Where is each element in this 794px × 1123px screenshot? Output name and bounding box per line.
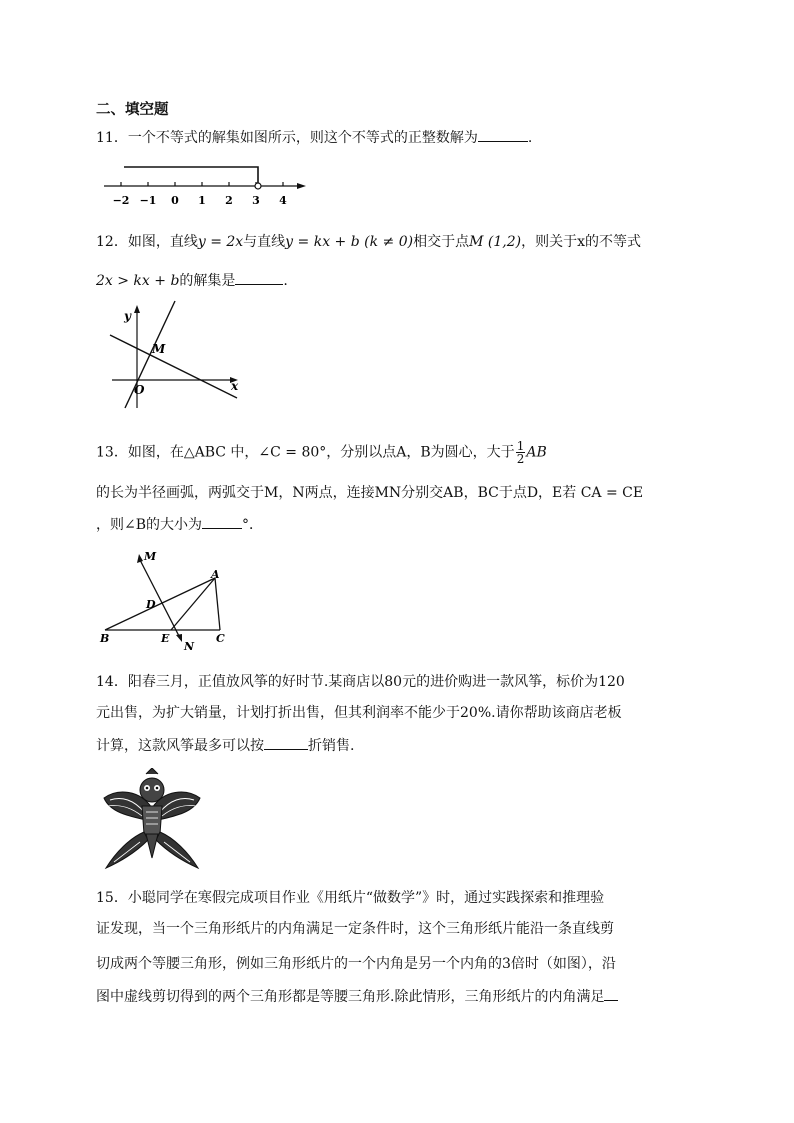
q14-line1: 14．阳春三月，正值放风筝的好时节.某商店以80元的进价购进一款风筝，标价为120 bbox=[96, 674, 625, 690]
q11-end: . bbox=[527, 130, 533, 146]
q13-triangle-figure bbox=[96, 546, 246, 652]
q14-suffix3: 折销售. bbox=[308, 738, 355, 754]
label-B: B bbox=[100, 632, 110, 645]
q15-line2: 证发现，当一个三角形纸片的内角满足一定条件时，这个三角形纸片能沿一条直线剪 bbox=[96, 921, 614, 937]
q13-ab: AB bbox=[526, 444, 547, 461]
q13-line1 bbox=[96, 440, 547, 465]
q12-mid: 与直线 bbox=[243, 234, 286, 250]
q15-line4-text: 图中虚线剪切得到的两个三角形都是等腰三角形.除此情形，三角形纸片的内角满足 bbox=[96, 989, 605, 1005]
q13-suffix3: °． bbox=[242, 517, 264, 533]
q11-number-line-figure bbox=[100, 155, 310, 210]
solution-set-bracket bbox=[124, 167, 258, 183]
q12-eq1: y = 2x bbox=[197, 234, 244, 250]
q13-prefix3: ，则∠B的大小为 bbox=[96, 517, 203, 533]
q12-mid2: 相交于点 bbox=[413, 234, 470, 250]
q14-line2: 元出售，为扩大销量，计划打折出售，但其利润率不能少于20%.请你帮助该商店老板 bbox=[96, 705, 622, 721]
q15-line1: 15．小聪同学在寒假完成项目作业《用纸片“做数学”》时，通过实践探索和推理验 bbox=[96, 890, 605, 906]
q14-line3 bbox=[96, 735, 354, 755]
q12-figure bbox=[100, 298, 250, 416]
section-title: 二、填空题 bbox=[96, 102, 169, 118]
q13-prefix: 13．如图，在△ABC 中，∠C = 80°，分别以点A，B为圆心，大于 bbox=[96, 444, 515, 461]
label-M: M bbox=[144, 550, 157, 563]
line-y-kx-b bbox=[110, 335, 237, 398]
tick-label: −1 bbox=[139, 194, 157, 207]
tick-label: 0 bbox=[171, 194, 179, 207]
tick-label: 4 bbox=[279, 194, 287, 207]
q13-line2: 的长为半径画弧，两弧交于M，N两点，连接MN分别交AB，BC于点D，E若 CA = CE bbox=[96, 485, 644, 501]
tick-label: 3 bbox=[252, 194, 260, 207]
segment-AE bbox=[171, 578, 215, 630]
q12-suffix: ，则关于x的不等式 bbox=[521, 234, 641, 250]
y-axis-label: y bbox=[124, 309, 131, 323]
label-E: E bbox=[161, 632, 170, 645]
kite-illustration bbox=[100, 768, 204, 872]
q15-line3: 切成两个等腰三角形，例如三角形纸片的一个内角是另一个内角的3倍时（如图），沿 bbox=[96, 956, 616, 972]
tick-label: 1 bbox=[198, 194, 206, 207]
arrow-M bbox=[137, 554, 143, 563]
x-axis-label: x bbox=[231, 379, 239, 393]
q11-stem: 11．一个不等式的解集如图所示，则这个不等式的正整数解为 bbox=[96, 130, 478, 146]
y-axis-arrow bbox=[134, 305, 140, 313]
label-A: A bbox=[211, 568, 220, 581]
q12-end: . bbox=[283, 273, 288, 289]
label-D: D bbox=[146, 598, 156, 611]
point-M-label: M bbox=[152, 342, 166, 356]
arrow-N bbox=[176, 634, 182, 642]
q13-answer-blank[interactable] bbox=[202, 514, 242, 529]
q15-line4 bbox=[96, 986, 618, 1006]
segment-AC bbox=[215, 578, 220, 630]
q11-text bbox=[96, 127, 532, 147]
q12-eq2: y = kx + b (k ≠ 0) bbox=[285, 234, 414, 250]
q12-text: 的解集是 bbox=[179, 273, 236, 289]
label-N: N bbox=[184, 640, 195, 652]
q14-prefix3: 计算，这款风筝最多可以按 bbox=[96, 738, 264, 754]
q12-inequality: 2x > kx + b bbox=[96, 273, 180, 289]
tick-label: −2 bbox=[112, 194, 130, 207]
axis-arrow bbox=[297, 183, 306, 189]
q13-line3 bbox=[96, 514, 263, 534]
q12-prefix: 12．如图，直线 bbox=[96, 234, 198, 250]
q12-line2 bbox=[96, 270, 288, 290]
q14-answer-blank[interactable] bbox=[264, 735, 308, 750]
q12-answer-blank[interactable] bbox=[235, 270, 283, 285]
q15-answer-blank[interactable] bbox=[604, 986, 618, 1001]
q11-answer-blank[interactable] bbox=[478, 127, 528, 142]
tick-label: 2 bbox=[225, 194, 233, 207]
fraction-one-half: $\frac{1}{2}$ bbox=[516, 439, 525, 466]
segment-AB bbox=[105, 578, 215, 630]
q12-line1 bbox=[96, 233, 641, 251]
origin-label: O bbox=[134, 383, 145, 397]
label-C: C bbox=[216, 632, 225, 645]
q12-point: M (1,2) bbox=[469, 234, 522, 250]
open-circle-point bbox=[255, 183, 261, 189]
